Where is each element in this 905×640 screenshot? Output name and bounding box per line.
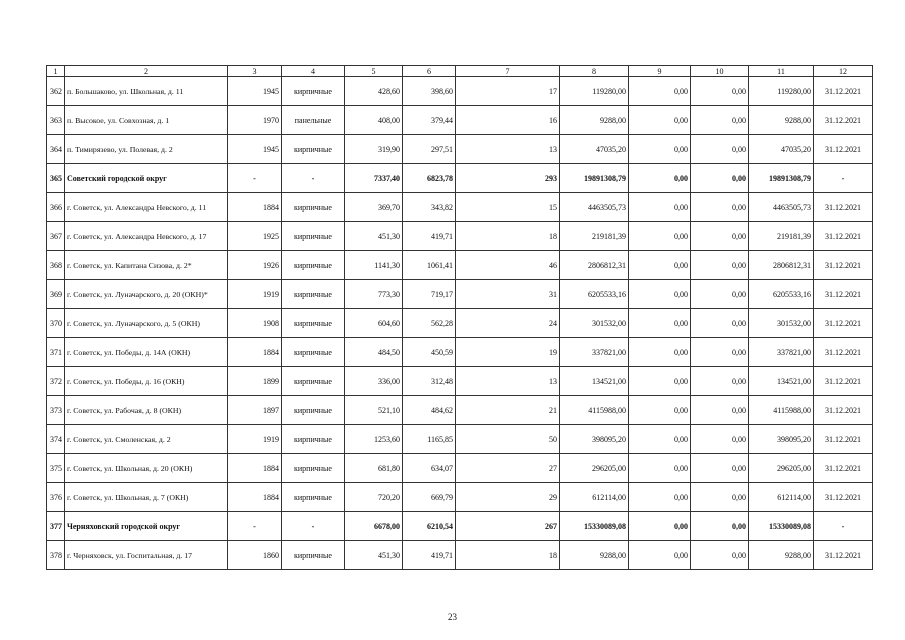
- owners-cost-cell: 4463505,73: [749, 193, 814, 222]
- row-number-cell: 371: [47, 338, 65, 367]
- table-row: [47, 425, 873, 454]
- total-cost-cell: 15330089,08: [560, 512, 629, 541]
- column-number-cell: 3: [228, 66, 282, 77]
- column-number-cell: 7: [456, 66, 560, 77]
- owners-cost-cell: 9288,00: [749, 541, 814, 570]
- deadline-cell: 31.12.2021: [814, 251, 873, 280]
- year-cell: 1925: [228, 222, 282, 251]
- budget-cost-cell: 0,00: [691, 425, 749, 454]
- column-number-cell: 12: [814, 66, 873, 77]
- residential-area-cell: 1165,85: [403, 425, 456, 454]
- budget-cost-cell: 0,00: [691, 396, 749, 425]
- row-number-cell: 369: [47, 280, 65, 309]
- row-number-cell: 373: [47, 396, 65, 425]
- wall-material-cell: -: [282, 512, 345, 541]
- residents-count-cell: 50: [456, 425, 560, 454]
- residential-area-cell: 1061,41: [403, 251, 456, 280]
- fund-cost-cell: 0,00: [629, 193, 691, 222]
- residents-count-cell: 27: [456, 454, 560, 483]
- deadline-cell: 31.12.2021: [814, 135, 873, 164]
- deadline-cell: -: [814, 164, 873, 193]
- total-cost-cell: 9288,00: [560, 541, 629, 570]
- residential-area-cell: 6823,78: [403, 164, 456, 193]
- residential-area-cell: 343,82: [403, 193, 456, 222]
- row-number-cell: 372: [47, 367, 65, 396]
- owners-cost-cell: 47035,20: [749, 135, 814, 164]
- residential-area-cell: 634,07: [403, 454, 456, 483]
- row-number-cell: 364: [47, 135, 65, 164]
- year-cell: 1926: [228, 251, 282, 280]
- budget-cost-cell: 0,00: [691, 77, 749, 106]
- row-number-cell: 362: [47, 77, 65, 106]
- total-area-cell: 428,60: [345, 77, 403, 106]
- subtotal-row: [47, 164, 873, 193]
- budget-cost-cell: 0,00: [691, 135, 749, 164]
- total-area-cell: 484,50: [345, 338, 403, 367]
- total-area-cell: 319,90: [345, 135, 403, 164]
- year-cell: 1945: [228, 77, 282, 106]
- fund-cost-cell: 0,00: [629, 251, 691, 280]
- row-number-cell: 363: [47, 106, 65, 135]
- column-number-row: [47, 66, 873, 77]
- budget-cost-cell: 0,00: [691, 454, 749, 483]
- wall-material-cell: кирпичные: [282, 135, 345, 164]
- address-cell: г. Советск, ул. Школьная, д. 7 (ОКН): [65, 483, 228, 512]
- total-cost-cell: 301532,00: [560, 309, 629, 338]
- deadline-cell: 31.12.2021: [814, 338, 873, 367]
- total-cost-cell: 47035,20: [560, 135, 629, 164]
- total-cost-cell: 19891308,79: [560, 164, 629, 193]
- fund-cost-cell: 0,00: [629, 367, 691, 396]
- total-area-cell: 408,00: [345, 106, 403, 135]
- residents-count-cell: 267: [456, 512, 560, 541]
- owners-cost-cell: 119280,00: [749, 77, 814, 106]
- total-cost-cell: 4115988,00: [560, 396, 629, 425]
- year-cell: 1884: [228, 454, 282, 483]
- deadline-cell: 31.12.2021: [814, 396, 873, 425]
- deadline-cell: 31.12.2021: [814, 106, 873, 135]
- total-area-cell: 521,10: [345, 396, 403, 425]
- deadline-cell: 31.12.2021: [814, 309, 873, 338]
- total-area-cell: 451,30: [345, 222, 403, 251]
- register-table: [46, 65, 873, 570]
- budget-cost-cell: 0,00: [691, 280, 749, 309]
- fund-cost-cell: 0,00: [629, 454, 691, 483]
- residential-area-cell: 719,17: [403, 280, 456, 309]
- residential-area-cell: 562,28: [403, 309, 456, 338]
- wall-material-cell: кирпичные: [282, 454, 345, 483]
- column-number-cell: 5: [345, 66, 403, 77]
- total-cost-cell: 219181,39: [560, 222, 629, 251]
- owners-cost-cell: 301532,00: [749, 309, 814, 338]
- row-number-cell: 368: [47, 251, 65, 280]
- year-cell: 1919: [228, 425, 282, 454]
- total-area-cell: 369,70: [345, 193, 403, 222]
- residents-count-cell: 19: [456, 338, 560, 367]
- residential-area-cell: 669,79: [403, 483, 456, 512]
- column-number-cell: 6: [403, 66, 456, 77]
- fund-cost-cell: 0,00: [629, 280, 691, 309]
- table-row: [47, 222, 873, 251]
- owners-cost-cell: 9288,00: [749, 106, 814, 135]
- deadline-cell: -: [814, 512, 873, 541]
- total-cost-cell: 119280,00: [560, 77, 629, 106]
- row-number-cell: 374: [47, 425, 65, 454]
- residents-count-cell: 293: [456, 164, 560, 193]
- residents-count-cell: 18: [456, 541, 560, 570]
- owners-cost-cell: 15330089,08: [749, 512, 814, 541]
- residential-area-cell: 398,60: [403, 77, 456, 106]
- owners-cost-cell: 296205,00: [749, 454, 814, 483]
- total-area-cell: 681,80: [345, 454, 403, 483]
- wall-material-cell: кирпичные: [282, 251, 345, 280]
- budget-cost-cell: 0,00: [691, 483, 749, 512]
- total-cost-cell: 296205,00: [560, 454, 629, 483]
- owners-cost-cell: 337821,00: [749, 338, 814, 367]
- column-number-cell: 10: [691, 66, 749, 77]
- wall-material-cell: кирпичные: [282, 309, 345, 338]
- wall-material-cell: кирпичные: [282, 222, 345, 251]
- total-cost-cell: 612114,00: [560, 483, 629, 512]
- year-cell: 1908: [228, 309, 282, 338]
- table-row: [47, 338, 873, 367]
- budget-cost-cell: 0,00: [691, 309, 749, 338]
- owners-cost-cell: 612114,00: [749, 483, 814, 512]
- total-area-cell: 1253,60: [345, 425, 403, 454]
- total-cost-cell: 9288,00: [560, 106, 629, 135]
- total-cost-cell: 134521,00: [560, 367, 629, 396]
- residents-count-cell: 21: [456, 396, 560, 425]
- budget-cost-cell: 0,00: [691, 512, 749, 541]
- fund-cost-cell: 0,00: [629, 135, 691, 164]
- residential-area-cell: 450,59: [403, 338, 456, 367]
- budget-cost-cell: 0,00: [691, 367, 749, 396]
- owners-cost-cell: 19891308,79: [749, 164, 814, 193]
- owners-cost-cell: 4115988,00: [749, 396, 814, 425]
- address-cell: г. Советск, ул. Победы, д. 14А (ОКН): [65, 338, 228, 367]
- year-cell: 1919: [228, 280, 282, 309]
- row-number-cell: 365: [47, 164, 65, 193]
- column-number-cell: 11: [749, 66, 814, 77]
- wall-material-cell: кирпичные: [282, 193, 345, 222]
- wall-material-cell: кирпичные: [282, 541, 345, 570]
- budget-cost-cell: 0,00: [691, 251, 749, 280]
- residential-area-cell: 312,48: [403, 367, 456, 396]
- total-area-cell: 720,20: [345, 483, 403, 512]
- year-cell: -: [228, 164, 282, 193]
- address-cell: г. Советск, ул. Смоленская, д. 2: [65, 425, 228, 454]
- fund-cost-cell: 0,00: [629, 106, 691, 135]
- total-cost-cell: 2806812,31: [560, 251, 629, 280]
- total-cost-cell: 398095,20: [560, 425, 629, 454]
- budget-cost-cell: 0,00: [691, 106, 749, 135]
- total-area-cell: 336,00: [345, 367, 403, 396]
- total-area-cell: 451,30: [345, 541, 403, 570]
- fund-cost-cell: 0,00: [629, 164, 691, 193]
- residents-count-cell: 31: [456, 280, 560, 309]
- table-row: [47, 193, 873, 222]
- row-number-cell: 367: [47, 222, 65, 251]
- fund-cost-cell: 0,00: [629, 338, 691, 367]
- deadline-cell: 31.12.2021: [814, 222, 873, 251]
- wall-material-cell: кирпичные: [282, 338, 345, 367]
- owners-cost-cell: 2806812,31: [749, 251, 814, 280]
- subtotal-row: [47, 512, 873, 541]
- owners-cost-cell: 219181,39: [749, 222, 814, 251]
- year-cell: 1897: [228, 396, 282, 425]
- table-body: [47, 66, 873, 570]
- fund-cost-cell: 0,00: [629, 77, 691, 106]
- address-cell: г. Советск, ул. Александра Невского, д. 11: [65, 193, 228, 222]
- address-cell: г. Советск, ул. Рабочая, д. 8 (ОКН): [65, 396, 228, 425]
- wall-material-cell: панельные: [282, 106, 345, 135]
- row-number-cell: 370: [47, 309, 65, 338]
- fund-cost-cell: 0,00: [629, 483, 691, 512]
- row-number-cell: 366: [47, 193, 65, 222]
- deadline-cell: 31.12.2021: [814, 541, 873, 570]
- row-number-cell: 378: [47, 541, 65, 570]
- budget-cost-cell: 0,00: [691, 541, 749, 570]
- residents-count-cell: 15: [456, 193, 560, 222]
- fund-cost-cell: 0,00: [629, 512, 691, 541]
- wall-material-cell: кирпичные: [282, 280, 345, 309]
- owners-cost-cell: 134521,00: [749, 367, 814, 396]
- wall-material-cell: -: [282, 164, 345, 193]
- fund-cost-cell: 0,00: [629, 425, 691, 454]
- budget-cost-cell: 0,00: [691, 338, 749, 367]
- owners-cost-cell: 398095,20: [749, 425, 814, 454]
- wall-material-cell: кирпичные: [282, 425, 345, 454]
- column-number-cell: 8: [560, 66, 629, 77]
- fund-cost-cell: 0,00: [629, 541, 691, 570]
- deadline-cell: 31.12.2021: [814, 367, 873, 396]
- address-cell: г. Советск, ул. Луначарского, д. 5 (ОКН): [65, 309, 228, 338]
- total-area-cell: 7337,40: [345, 164, 403, 193]
- residential-area-cell: 297,51: [403, 135, 456, 164]
- owners-cost-cell: 6205533,16: [749, 280, 814, 309]
- budget-cost-cell: 0,00: [691, 164, 749, 193]
- year-cell: 1884: [228, 338, 282, 367]
- year-cell: -: [228, 512, 282, 541]
- column-number-cell: 4: [282, 66, 345, 77]
- residential-area-cell: 419,71: [403, 541, 456, 570]
- row-number-cell: 377: [47, 512, 65, 541]
- row-number-cell: 376: [47, 483, 65, 512]
- deadline-cell: 31.12.2021: [814, 77, 873, 106]
- total-cost-cell: 6205533,16: [560, 280, 629, 309]
- table-row: [47, 77, 873, 106]
- residential-area-cell: 379,44: [403, 106, 456, 135]
- table-row: [47, 135, 873, 164]
- address-cell: Черняховский городской округ: [65, 512, 228, 541]
- residential-area-cell: 484,62: [403, 396, 456, 425]
- row-number-cell: 375: [47, 454, 65, 483]
- address-cell: г. Советск, ул. Луначарского, д. 20 (ОКН)*: [65, 280, 228, 309]
- budget-cost-cell: 0,00: [691, 193, 749, 222]
- wall-material-cell: кирпичные: [282, 367, 345, 396]
- residential-area-cell: 419,71: [403, 222, 456, 251]
- year-cell: 1945: [228, 135, 282, 164]
- year-cell: 1884: [228, 483, 282, 512]
- residents-count-cell: 24: [456, 309, 560, 338]
- wall-material-cell: кирпичные: [282, 396, 345, 425]
- total-area-cell: 1141,30: [345, 251, 403, 280]
- table-row: [47, 367, 873, 396]
- page-number: 23: [448, 612, 457, 622]
- total-cost-cell: 4463505,73: [560, 193, 629, 222]
- address-cell: п. Высокое, ул. Совхозная, д. 1: [65, 106, 228, 135]
- residential-area-cell: 6210,54: [403, 512, 456, 541]
- table-row: [47, 396, 873, 425]
- column-number-cell: 9: [629, 66, 691, 77]
- residents-count-cell: 13: [456, 135, 560, 164]
- residents-count-cell: 29: [456, 483, 560, 512]
- total-area-cell: 6678,00: [345, 512, 403, 541]
- wall-material-cell: кирпичные: [282, 483, 345, 512]
- table-row: [47, 541, 873, 570]
- residents-count-cell: 46: [456, 251, 560, 280]
- table-row: [47, 251, 873, 280]
- deadline-cell: 31.12.2021: [814, 483, 873, 512]
- fund-cost-cell: 0,00: [629, 222, 691, 251]
- deadline-cell: 31.12.2021: [814, 454, 873, 483]
- address-cell: г. Советск, ул. Школьная, д. 20 (ОКН): [65, 454, 228, 483]
- table-row: [47, 483, 873, 512]
- year-cell: 1970: [228, 106, 282, 135]
- residents-count-cell: 16: [456, 106, 560, 135]
- address-cell: Советский городской округ: [65, 164, 228, 193]
- residents-count-cell: 13: [456, 367, 560, 396]
- budget-cost-cell: 0,00: [691, 222, 749, 251]
- table-row: [47, 309, 873, 338]
- address-cell: п. Тимирязево, ул. Полевая, д. 2: [65, 135, 228, 164]
- table-row: [47, 454, 873, 483]
- fund-cost-cell: 0,00: [629, 396, 691, 425]
- wall-material-cell: кирпичные: [282, 77, 345, 106]
- residents-count-cell: 18: [456, 222, 560, 251]
- deadline-cell: 31.12.2021: [814, 280, 873, 309]
- column-number-cell: 1: [47, 66, 65, 77]
- address-cell: п. Большаково, ул. Школьная, д. 11: [65, 77, 228, 106]
- address-cell: г. Советск, ул. Капитана Сизова, д. 2*: [65, 251, 228, 280]
- year-cell: 1860: [228, 541, 282, 570]
- fund-cost-cell: 0,00: [629, 309, 691, 338]
- residents-count-cell: 17: [456, 77, 560, 106]
- deadline-cell: 31.12.2021: [814, 193, 873, 222]
- total-cost-cell: 337821,00: [560, 338, 629, 367]
- table-row: [47, 280, 873, 309]
- year-cell: 1899: [228, 367, 282, 396]
- address-cell: г. Советск, ул. Александра Невского, д. 17: [65, 222, 228, 251]
- column-number-cell: 2: [65, 66, 228, 77]
- year-cell: 1884: [228, 193, 282, 222]
- address-cell: г. Советск, ул. Победы, д. 16 (ОКН): [65, 367, 228, 396]
- total-area-cell: 773,30: [345, 280, 403, 309]
- table-row: [47, 106, 873, 135]
- total-area-cell: 604,60: [345, 309, 403, 338]
- address-cell: г. Черняховск, ул. Госпитальная, д. 17: [65, 541, 228, 570]
- deadline-cell: 31.12.2021: [814, 425, 873, 454]
